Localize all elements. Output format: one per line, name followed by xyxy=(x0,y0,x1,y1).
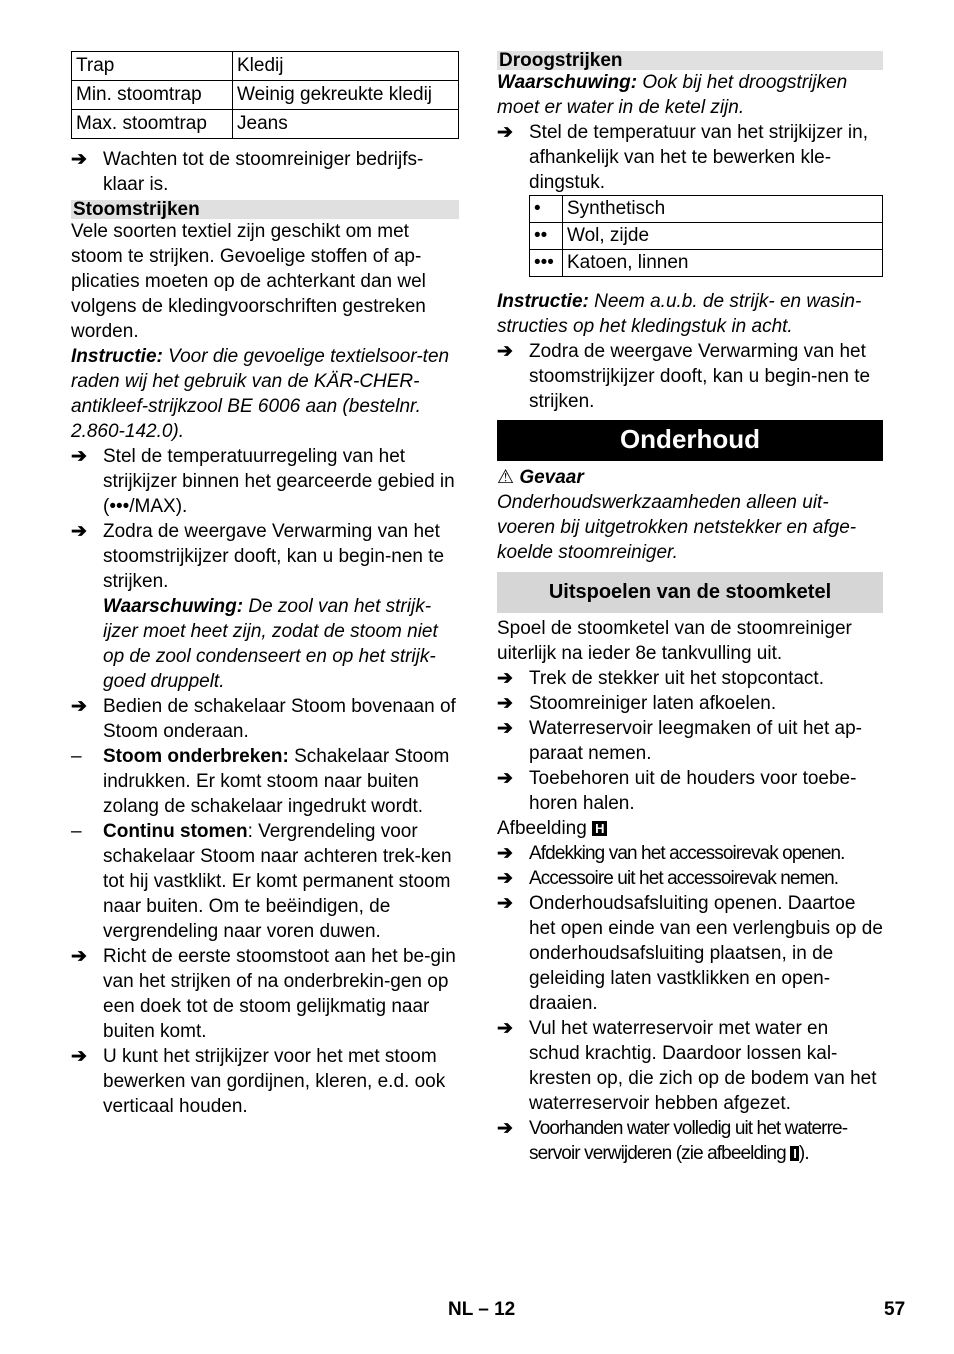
step-text: U kunt het strijkijzer voor het met stoom bewerken van gordijnen, kleren, e.d. ook verticaal houden. xyxy=(103,1046,446,1117)
arrow-icon: ➔ xyxy=(497,1118,513,1139)
step-set-temperature xyxy=(497,120,883,277)
step-vertical xyxy=(71,1044,459,1119)
instruction-label: Instructie: xyxy=(71,346,163,367)
section-title-dry-ironing: Droogstrijken xyxy=(497,51,883,70)
warning-label: Waarschuwing: xyxy=(497,72,638,93)
dash-icon: – xyxy=(71,821,82,842)
instruction-label: Instructie: xyxy=(497,291,589,312)
danger-title xyxy=(497,465,883,490)
step-text: Wachten tot de stoomreiniger bedrijfs-klaar is. xyxy=(103,149,424,195)
warning-note xyxy=(497,70,883,120)
flush-step xyxy=(497,841,883,866)
figure-label: Afbeelding xyxy=(497,818,587,839)
table-cell: Synthetisch xyxy=(563,196,883,223)
step-text: Toebehoren uit de houders voor toebe-horen halen. xyxy=(529,768,857,814)
right-column xyxy=(497,51,883,1166)
flush-step xyxy=(497,766,883,816)
step-text: Vul het waterreservoir met water en schud krachtig. Daardoor lossen kal-kresten op, die zich op de bodem van het waterreservoir hebben afgezet. xyxy=(529,1018,877,1114)
arrow-icon: ➔ xyxy=(497,668,513,689)
step-text: Voorhanden water volledig uit het waterre-servoir verwijderen (zie afbeelding xyxy=(529,1118,848,1164)
instruction-text: Voor die gevoelige textielsoor-ten raden wij het gebruik van de KÄR-CHER-antikleef-strijkzool BE 6006 aan (bestelnr. 2.860-142.0). xyxy=(71,346,450,442)
table-cell: • xyxy=(530,196,563,223)
table-header-cell: Trap xyxy=(72,52,233,81)
flush-step-last xyxy=(497,1116,883,1166)
warning-label: Waarschuwing: xyxy=(103,596,244,617)
flush-step xyxy=(497,891,883,1016)
arrow-icon: ➔ xyxy=(497,868,513,889)
warning-triangle-icon: ⚠ xyxy=(497,467,515,488)
table-row xyxy=(72,81,459,110)
table-cell: Max. stoomtrap xyxy=(72,110,233,139)
step-heating xyxy=(71,519,459,694)
steam-intro: Vele soorten textiel zijn geschikt om met stoom te strijken. Gevoelige stoffen of ap-plicaties moeten op de achterkant dan wel volgens de kledingvoorschriften gestreken worden. xyxy=(71,221,426,342)
arrow-icon: ➔ xyxy=(71,149,87,170)
danger-label: Gevaar xyxy=(519,467,584,488)
table-cell: Min. stoomtrap xyxy=(72,81,233,110)
dash-item-interrupt xyxy=(71,744,459,819)
step-text: Afdekking van het accessoirevak openen. xyxy=(529,843,845,864)
step-text-end: ). xyxy=(798,1143,809,1164)
dash-item-continuous xyxy=(71,819,459,944)
table-cell: •• xyxy=(530,223,563,250)
arrow-icon: ➔ xyxy=(497,843,513,864)
step-text: Zodra de weergave Verwarming van het stoomstrijkijzer dooft, kan u begin-nen te strijken. xyxy=(529,341,871,412)
arrow-icon: ➔ xyxy=(497,718,513,739)
step-temperature xyxy=(71,444,459,519)
table-cell: Katoen, linnen xyxy=(563,250,883,277)
table-header-row xyxy=(72,52,459,81)
flush-step xyxy=(497,1016,883,1116)
arrow-icon: ➔ xyxy=(71,521,87,542)
warning-text: Ook bij het droogstrijken moet er water in de ketel zijn. xyxy=(497,72,848,118)
step-text: Stel de temperatuurregeling van het strijkijzer binnen het gearceerde gebied in (•••/MAX). xyxy=(103,446,455,517)
table-header-cell: Kledij xyxy=(233,52,459,81)
arrow-icon: ➔ xyxy=(497,1018,513,1039)
arrow-icon: ➔ xyxy=(71,946,87,967)
step-text: Trek de stekker uit het stopcontact. xyxy=(529,668,824,689)
instruction-note xyxy=(71,344,459,444)
arrow-icon: ➔ xyxy=(497,341,513,362)
page-label: NL – 12 xyxy=(448,1299,516,1320)
temperature-settings-table xyxy=(529,195,883,277)
step-text: Bedien de schakelaar Stoom bovenaan of Stoom onderaan. xyxy=(103,696,456,742)
table-cell: ••• xyxy=(530,250,563,277)
table-row xyxy=(530,196,883,223)
instruction-note xyxy=(497,289,883,339)
figure-reference xyxy=(497,816,883,841)
figure-letter-badge: H xyxy=(592,821,607,836)
warning-text: De zool van het strijk-ijzer moet heet zijn, zodat de stoom niet op de zool condenseert en op het strijk-goed druppelt. xyxy=(103,596,438,692)
table-row xyxy=(530,250,883,277)
table-row xyxy=(72,110,459,139)
step-steam-switch xyxy=(71,694,459,744)
step-heating xyxy=(497,339,883,414)
arrow-icon: ➔ xyxy=(71,696,87,717)
dash-icon: – xyxy=(71,746,82,767)
step-text: Zodra de weergave Verwarming van het stoomstrijkijzer dooft, kan u begin-nen te strijken. xyxy=(103,521,445,592)
flush-intro: Spoel de stoomketel van de stoomreiniger uiterlijk na ieder 8e tankvulling uit. xyxy=(497,618,852,664)
dash-text: Schakelaar Stoom indrukken. Er komt stoom naar buiten zolang de schakelaar ingedrukt wordt. xyxy=(103,746,450,817)
table-row xyxy=(530,223,883,250)
step-first-steam xyxy=(71,944,459,1044)
steam-level-table xyxy=(71,51,459,139)
step-text: Onderhoudsafsluiting openen. Daartoe het open einde van een verlengbuis op de onderhoudsafsluiting plaatsen, in de geleiding laten vastklikken en open-draaien. xyxy=(529,893,883,1014)
warning-note xyxy=(103,594,459,694)
arrow-icon: ➔ xyxy=(71,446,87,467)
dash-text: : Vergrendeling voor schakelaar Stoom naar achteren trek-ken tot hij vastklikt. Er komt permanent stoom naar buiten. Om te beëindigen, de vergrendeling naar voren duwen. xyxy=(103,821,452,942)
chapter-heading: Onderhoud xyxy=(497,420,883,461)
section-title-flush: Uitspoelen van de stoomketel xyxy=(497,572,883,613)
step-text: Accessoire uit het accessoirevak nemen. xyxy=(529,868,839,889)
dash-label: Continu stomen xyxy=(103,821,248,842)
step-text: Stel de temperatuur van het strijkijzer in, afhankelijk van het te bewerken kle-dingstuk. xyxy=(529,122,868,193)
table-cell: Weinig gekreukte kledij xyxy=(233,81,459,110)
arrow-icon: ➔ xyxy=(497,693,513,714)
arrow-icon: ➔ xyxy=(497,122,513,143)
flush-step xyxy=(497,716,883,766)
table-cell: Wol, zijde xyxy=(563,223,883,250)
step-text: Richt de eerste stoomstoot aan het be-gin van het strijken of na onderbrekin-gen op een doek tot de stoom gelijkmatig naar buiten komt. xyxy=(103,946,456,1042)
arrow-icon: ➔ xyxy=(71,1046,87,1067)
flush-step xyxy=(497,691,883,716)
table-cell: Jeans xyxy=(233,110,459,139)
danger-text: Onderhoudswerkzaamheden alleen uit-voeren bij uitgetrokken netstekker en afge-koelde stoomreiniger. xyxy=(497,492,857,563)
step-wait xyxy=(71,147,459,197)
dash-label: Stoom onderbreken: xyxy=(103,746,289,767)
section-title-steam-ironing: Stoomstrijken xyxy=(71,200,459,219)
arrow-icon: ➔ xyxy=(497,768,513,789)
left-column xyxy=(71,51,459,1119)
figure-letter-badge: I xyxy=(790,1146,799,1161)
flush-step xyxy=(497,866,883,891)
arrow-icon: ➔ xyxy=(497,893,513,914)
page-number: 57 xyxy=(884,1299,906,1320)
step-text: Stoomreiniger laten afkoelen. xyxy=(529,693,777,714)
step-text: Waterreservoir leegmaken of uit het ap-paraat nemen. xyxy=(529,718,863,764)
instruction-text: Neem a.u.b. de strijk- en wasin-structies op het kledingstuk in acht. xyxy=(497,291,862,337)
flush-step xyxy=(497,666,883,691)
